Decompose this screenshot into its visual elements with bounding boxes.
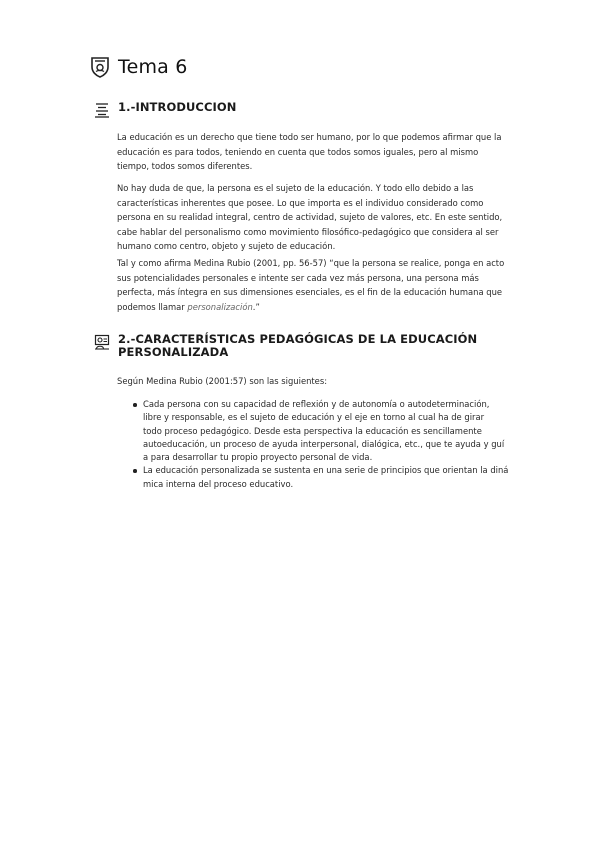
- paragraph-line: perfecta, más íntegra en sus dimensiones esenciales, es el fin de la educación humana que: [117, 287, 503, 297]
- paragraph-quote: [117, 256, 505, 314]
- paragraph-line: características inherentes que posee. Lo que importa es el individuo considerado como: [117, 197, 484, 208]
- paragraph-line: No hay duda de que, la persona es el sujeto de la educación. Y todo ello debido a las: [117, 183, 474, 193]
- page-title: Tema 6: [118, 56, 188, 78]
- list-item-line: libre y responsable, es el sujeto de educación y el eje en torno al cual ha de girar: [143, 412, 485, 423]
- list-item-line: a para desarrollar tu propio proyecto personal de vida.: [143, 452, 373, 463]
- list-item-line: autoeducación, un proceso de ayuda interpersonal, dialógica, etc., que te ayuda y guí: [143, 438, 505, 449]
- title-row: [90, 56, 188, 78]
- paragraph-intro: [117, 374, 487, 389]
- section-heading-caracteristicas: [94, 333, 477, 359]
- section-title-line: PERSONALIZADA: [118, 345, 229, 359]
- paragraph: [117, 181, 503, 254]
- list-item-line: todo proceso pedagógico. Desde esta perspectiva la educación es sencillamente: [143, 425, 482, 436]
- section-title-line: 1.-INTRODUCCION: [118, 100, 237, 114]
- list-item-line: Cada persona con su capacidad de reflexión y de autonomía o autodeterminación,: [143, 399, 490, 409]
- italic-term: personalización: [187, 301, 253, 312]
- teacher-board-icon: [94, 334, 110, 350]
- paragraph-line: humano como centro, objeto y sujeto de educación.: [117, 241, 336, 251]
- section-title-line: 2.-CARACTERÍSTICAS PEDAGÓGICAS DE LA EDUCACIÓN: [118, 332, 478, 346]
- paragraph-line: Según Medina Rubio (2001:57) son las siguientes:: [117, 376, 328, 386]
- paragraph-text: podemos llamar: [117, 301, 188, 312]
- section-heading-introduccion: [94, 101, 236, 118]
- paragraph-line: La educación es un derecho que tiene todo ser humano, por lo que podemos afirmar que la: [117, 132, 502, 142]
- shield-book-icon: [90, 56, 110, 78]
- section-title: [118, 101, 236, 114]
- list-item: [132, 464, 509, 491]
- paragraph-text: .”: [252, 301, 260, 312]
- paragraph-line: Tal y como afirma Medina Rubio (2001, pp. 56-57) “que la persona se realice, ponga en acto: [117, 258, 505, 268]
- paragraph-line: sus potencialidades personales e intente ser cada vez más persona, una persona más: [117, 272, 479, 283]
- text-lines-icon: [94, 102, 110, 118]
- paragraph-line: tiempo, todos somos diferentes.: [117, 161, 253, 171]
- paragraph-line: cabe hablar del personalismo como movimiento filosófico-pedagógico que considera al ser: [117, 226, 499, 237]
- list-item: [132, 398, 505, 464]
- section-title: [118, 333, 477, 359]
- bullet-dot-icon: [133, 469, 137, 473]
- paragraph-line: educación es para todos, teniendo en cuenta que todos somos iguales, pero al mismo: [117, 146, 479, 157]
- paragraph-line: [117, 300, 487, 315]
- list-item-line: mica interna del proceso educativo.: [143, 478, 294, 489]
- bullet-dot-icon: [133, 403, 137, 407]
- list-item-line: La educación personalizada se sustenta en una serie de principios que orientan la diná: [143, 465, 509, 476]
- paragraph-line: persona en su realidad integral, centro de actividad, sujeto de valores, etc. En este sentido,: [117, 212, 503, 222]
- paragraph: [117, 130, 502, 174]
- bullet-list: [132, 398, 509, 491]
